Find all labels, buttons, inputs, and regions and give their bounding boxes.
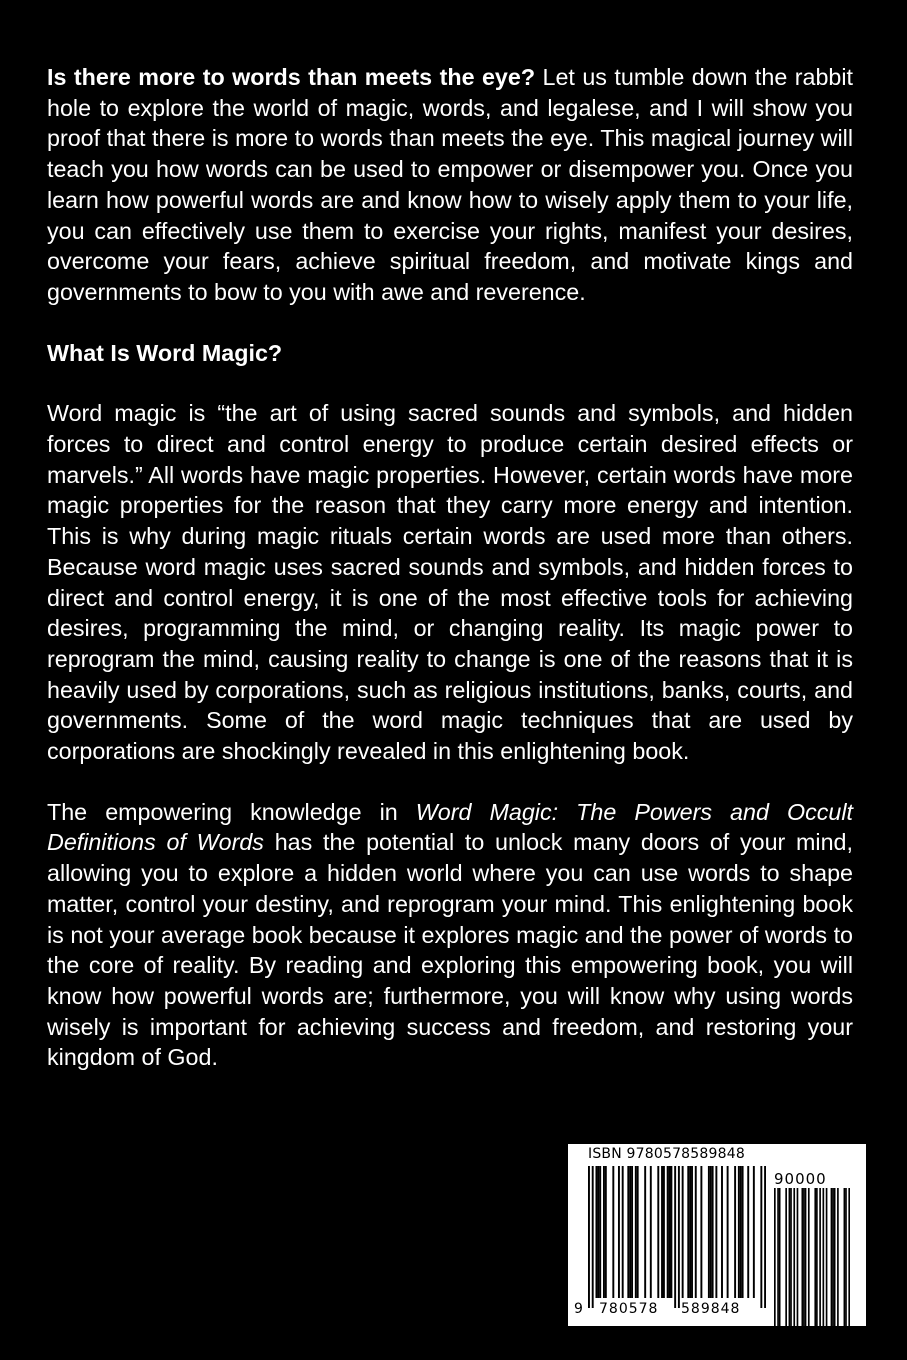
barcode-bar (712, 1166, 714, 1298)
barcode-bar (595, 1166, 597, 1298)
addon-barcode-bars (774, 1188, 850, 1328)
addon-bar (832, 1188, 834, 1328)
barcode-bar (738, 1166, 740, 1298)
barcode-bar (605, 1166, 607, 1298)
closing-after-title: has the potential to unlock many doors of your mind, allowing you to explore a hidden world where you can use words to shape matter, control your destiny, and reprogram your mind. This enlightening book is not your average book because it explores magic and the power of words to the core of reality. By reading and exploring this empowering book, you will know how powerful words are; furthermore, you will know why using words wisely is important for achieving success and freedom, and restoring your kingdom of God. (47, 829, 853, 1071)
barcode-bar (682, 1166, 684, 1298)
guard-bar (764, 1166, 766, 1308)
guard-bar (588, 1166, 590, 1308)
price-code: 90000 (774, 1170, 827, 1188)
barcode-bar (627, 1166, 629, 1298)
guard-bar (678, 1166, 680, 1308)
closing-paragraph (47, 797, 853, 1073)
ean-digit-lead: 9 (574, 1301, 583, 1317)
addon-bar (790, 1188, 792, 1328)
blurb-text (47, 62, 853, 1073)
ean-digit-group-1: 780578 (599, 1301, 659, 1317)
barcode-bar (695, 1166, 697, 1298)
isbn-barcode (566, 1142, 868, 1328)
ean-digit-group-2: 589848 (681, 1301, 741, 1317)
addon-bar (805, 1188, 807, 1328)
barcode-bar (689, 1166, 691, 1298)
book-title: Word Magic: The Powers and Occult Definitions of Words (47, 798, 853, 856)
addon-bar (803, 1188, 805, 1328)
barcode-bar (669, 1166, 671, 1298)
barcode-bar (721, 1166, 723, 1298)
barcode-bar (597, 1166, 599, 1298)
intro-lead-question: Is there more to words than meets the eye? (47, 64, 536, 90)
closing-before-title: The empowering knowledge in (47, 798, 416, 825)
barcode-bar (603, 1166, 605, 1298)
addon-bar (848, 1188, 850, 1328)
addon-bar (814, 1188, 816, 1328)
addon-bar (816, 1188, 818, 1328)
barcode-bar (727, 1166, 729, 1298)
barcode-bar (644, 1166, 646, 1298)
barcode-bar (637, 1166, 639, 1298)
barcode-bar (708, 1166, 710, 1298)
barcode-bar (740, 1166, 742, 1298)
barcode-bar (753, 1166, 755, 1298)
addon-bar (834, 1188, 836, 1328)
barcode-bar (700, 1166, 702, 1298)
isbn-label: ISBN 9780578589848 (588, 1146, 745, 1162)
guard-bar (592, 1166, 594, 1308)
addon-bar (797, 1188, 799, 1328)
barcode-bar (710, 1166, 712, 1298)
section-heading: What Is Word Magic? (47, 339, 283, 366)
barcode-bar (742, 1166, 744, 1298)
barcode-bar (657, 1166, 659, 1298)
barcode-bar (691, 1166, 693, 1298)
barcode-bar (661, 1166, 663, 1298)
addon-bar (831, 1188, 833, 1328)
addon-bar (785, 1188, 787, 1328)
guard-bar (760, 1166, 762, 1308)
addon-bar (845, 1188, 847, 1328)
barcode-bar (650, 1166, 652, 1298)
barcode-bar (631, 1166, 633, 1298)
addon-bar (801, 1188, 803, 1328)
addon-bar (844, 1188, 846, 1328)
guard-bar (674, 1166, 676, 1308)
barcode-bar (734, 1166, 736, 1298)
addon-bar (837, 1188, 839, 1328)
addon-bar (777, 1188, 779, 1328)
barcode-bar (618, 1166, 620, 1298)
addon-bar (826, 1188, 828, 1328)
addon-bar (819, 1188, 821, 1328)
addon-bar (779, 1188, 781, 1328)
addon-bar (793, 1188, 795, 1328)
barcode-bar (667, 1166, 669, 1298)
intro-body: Let us tumble down the rabbit hole to explore the world of magic, words, and legalese, and I will show you proof that there is more to words than meets the eye. This magical journey will teach you how words can be used to empower or disempower you. Once you learn how powerful words are and know how to wisely apply them to your life, you can effectively use them to exercise your rights, manifest your desires, overcome your fears, achieve spiritual freedom, and motivate kings and governments to bow to you with awe and reverence. (47, 64, 854, 305)
addon-bar (789, 1188, 791, 1328)
barcode-bar (622, 1166, 624, 1298)
barcode-bar (670, 1166, 672, 1298)
addon-bar (823, 1188, 825, 1328)
intro-paragraph (47, 62, 853, 308)
addon-bar (774, 1188, 776, 1328)
barcode-bar (747, 1166, 749, 1298)
barcode-bar (663, 1166, 665, 1298)
barcode-bar (715, 1166, 717, 1298)
word-magic-paragraph: Word magic is “the art of using sacred sounds and symbols, and hidden forces to direct and control energy to produce certain desired effects or marvels.” All words have magic properties. However, certain words have more magic properties for the reason that they carry more energy and intention. This is why during magic rituals certain words are used more than others. Because word magic uses sacred sounds and symbols, and hidden forces to direct and control energy, it is one of the most effective tools for achieving desires, programming the mind, or changing reality. Its magic power to reprogram the mind, causing reality to change is one of the reasons that it is heavily used by corporations, such as religious institutions, banks, courts, and governments. Some of the word magic techniques that are used by corporations are shockingly revealed in this enlightening book. (47, 400, 853, 765)
addon-bar (808, 1188, 810, 1328)
barcode-bar (687, 1166, 689, 1298)
barcode-bar (612, 1166, 614, 1298)
barcode-bar (629, 1166, 631, 1298)
barcode-bar (635, 1166, 637, 1298)
barcode-bar (599, 1166, 601, 1298)
ean-barcode-bars (588, 1166, 766, 1308)
